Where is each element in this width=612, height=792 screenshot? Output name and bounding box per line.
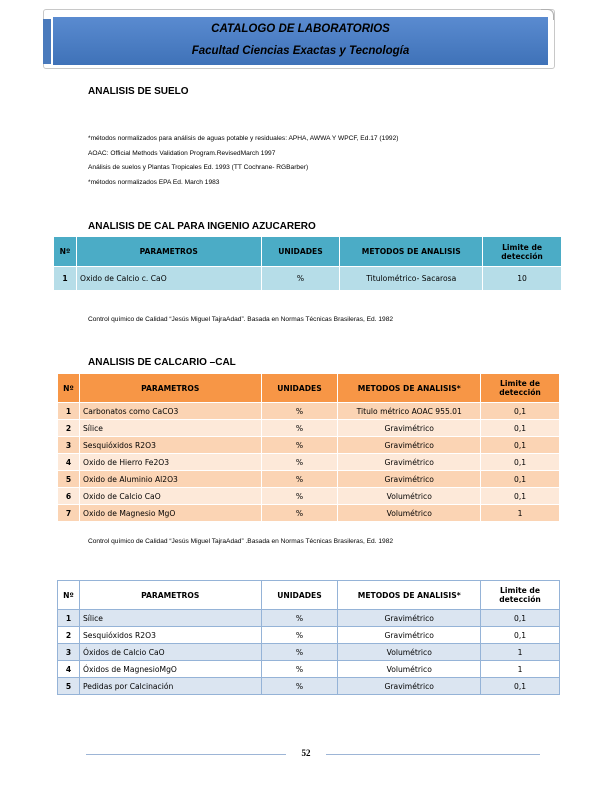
cell-num: 2	[58, 627, 80, 644]
col-header-parametros: PARAMETROS	[79, 374, 261, 403]
cell-parametro: Óxidos de MagnesioMgO	[79, 661, 261, 678]
cell-num: 7	[58, 505, 80, 522]
cell-limite: 0,1	[481, 678, 560, 695]
cell-unidad: %	[261, 403, 338, 420]
footer-rule-right	[326, 754, 540, 755]
cell-metodo: Volumétrico	[338, 505, 481, 522]
calcio-magnesio-table	[57, 580, 560, 695]
header-banner	[53, 17, 548, 65]
cell-num: 1	[58, 610, 80, 627]
cell-limite: 0,1	[481, 627, 560, 644]
col-header-limite: Limite de detección	[483, 237, 562, 267]
suelo-note-3: Análisis de suelos y Plantas Tropicales Ed. 1993 (TT Cochrane- RGBarber)	[88, 164, 309, 171]
cell-limite: 0,1	[481, 420, 560, 437]
cell-metodo: Volumétrico	[338, 644, 481, 661]
cell-unidad: %	[261, 267, 340, 291]
col-header-num: Nº	[54, 237, 77, 267]
section-title-suelo: ANALISIS DE SUELO	[88, 86, 189, 97]
calcario-note: Control químico de Calidad “Jesús Miguel TajraAdad” .Basada en Normas Técnicas Brasileras, Ed. 1982	[88, 538, 394, 545]
cell-limite: 0,1	[481, 488, 560, 505]
cell-metodo: Titulométrico- Sacarosa	[340, 267, 483, 291]
col-header-parametros: PARAMETROS	[76, 237, 261, 267]
cell-metodo: Volumétrico	[338, 661, 481, 678]
cell-limite: 0,1	[481, 403, 560, 420]
table-row	[58, 627, 560, 644]
cell-parametro: Oxido de Calcio c. CaO	[76, 267, 261, 291]
table-row	[58, 471, 560, 488]
cell-num: 1	[54, 267, 77, 291]
cell-unidad: %	[261, 661, 338, 678]
cell-limite: 1	[481, 644, 560, 661]
cell-limite: 1	[481, 505, 560, 522]
section-title-calcario: ANALISIS DE CALCARIO –CAL	[88, 357, 236, 368]
col-header-limite: Limite de detección	[481, 374, 560, 403]
header-title: CATALOGO DE LABORATORIOS	[211, 23, 390, 35]
table-row	[58, 610, 560, 627]
table-row	[58, 488, 560, 505]
col-header-unidades: UNIDADES	[261, 237, 340, 267]
cell-unidad: %	[261, 644, 338, 661]
cell-parametro: Oxido de Calcio CaO	[79, 488, 261, 505]
cell-metodo: Gravimétrico	[338, 610, 481, 627]
cell-unidad: %	[261, 420, 338, 437]
col-header-parametros: PARAMETROS	[79, 581, 261, 610]
cell-parametro: Pedidas por Calcinación	[79, 678, 261, 695]
cell-unidad: %	[261, 610, 338, 627]
cell-num: 3	[58, 437, 80, 454]
footer-rule-left	[86, 754, 286, 755]
cell-limite: 0,1	[481, 437, 560, 454]
table-row	[58, 678, 560, 695]
cell-metodo: Gravimétrico	[338, 454, 481, 471]
suelo-note-2: AOAC: Official Methods Validation Program.RevisedMarch 1997	[88, 150, 276, 157]
page-number: 52	[301, 748, 311, 758]
cell-num: 3	[58, 644, 80, 661]
cell-num: 5	[58, 471, 80, 488]
table-row	[58, 437, 560, 454]
cell-metodo: Gravimétrico	[338, 420, 481, 437]
cell-parametro: Oxido de Hierro Fe2O3	[79, 454, 261, 471]
cell-num: 4	[58, 661, 80, 678]
cell-unidad: %	[261, 488, 338, 505]
cell-unidad: %	[261, 454, 338, 471]
cal-note: Control químico de Calidad “Jesús Miguel TajraAdad”. Basada en Normas Técnicas Brasileras, Ed. 1982	[88, 316, 394, 323]
cell-limite: 0,1	[481, 454, 560, 471]
section-title-cal: ANALISIS DE CAL PARA INGENIO AZUCARERO	[88, 221, 316, 232]
cell-num: 1	[58, 403, 80, 420]
table-row	[58, 403, 560, 420]
col-header-metodos: METODOS DE ANALISIS*	[338, 374, 481, 403]
cell-limite: 0,1	[481, 610, 560, 627]
table-row	[58, 644, 560, 661]
table-header-row	[54, 237, 562, 267]
header-accent-bar	[43, 19, 51, 64]
cell-parametro: Sílice	[79, 420, 261, 437]
cell-unidad: %	[261, 505, 338, 522]
cal-table	[53, 236, 562, 291]
cell-parametro: Sílice	[79, 610, 261, 627]
cell-parametro: Oxido de Aluminio Al2O3	[79, 471, 261, 488]
table-header-row	[58, 374, 560, 403]
cell-metodo: Gravimétrico	[338, 678, 481, 695]
cell-limite: 0,1	[481, 471, 560, 488]
cell-parametro: Sesquióxidos R2O3	[79, 627, 261, 644]
cell-num: 4	[58, 454, 80, 471]
cell-metodo: Gravimétrico	[338, 627, 481, 644]
cell-metodo: Volumétrico	[338, 488, 481, 505]
cell-unidad: %	[261, 678, 338, 695]
cell-parametro: Oxido de Magnesio MgO	[79, 505, 261, 522]
col-header-metodos: METODOS DE ANALISIS*	[338, 581, 481, 610]
header-subtitle: Facultad Ciencias Exactas y Tecnología	[191, 45, 410, 57]
table-row	[58, 505, 560, 522]
col-header-limite: Limite de detección	[481, 581, 560, 610]
cell-num: 5	[58, 678, 80, 695]
cell-num: 2	[58, 420, 80, 437]
table-row	[58, 454, 560, 471]
suelo-note-1: *métodos normalizados para análisis de aguas potable y residuales: APHA, AWWA Y WPCF, Ed.17 (1992)	[88, 135, 399, 142]
cell-metodo: Titulo métrico AOAC 955.01	[338, 403, 481, 420]
col-header-metodos: METODOS DE ANALISIS	[340, 237, 483, 267]
table-row	[58, 420, 560, 437]
calcario-table	[57, 373, 560, 522]
cell-parametro: Óxidos de Calcio CaO	[79, 644, 261, 661]
cell-unidad: %	[261, 471, 338, 488]
cell-unidad: %	[261, 437, 338, 454]
cell-parametro: Carbonatos como CaCO3	[79, 403, 261, 420]
cell-limite: 1	[481, 661, 560, 678]
suelo-note-4: *métodos normalizados EPA Ed. March 1983	[88, 179, 220, 186]
cell-metodo: Gravimétrico	[338, 437, 481, 454]
col-header-num: Nº	[58, 581, 80, 610]
table-row	[54, 267, 562, 291]
table-header-row	[58, 581, 560, 610]
table-row	[58, 661, 560, 678]
col-header-num: Nº	[58, 374, 80, 403]
col-header-unidades: UNIDADES	[261, 581, 338, 610]
col-header-unidades: UNIDADES	[261, 374, 338, 403]
cell-num: 6	[58, 488, 80, 505]
cell-limite: 10	[483, 267, 562, 291]
cell-parametro: Sesquióxidos R2O3	[79, 437, 261, 454]
cell-metodo: Gravimétrico	[338, 471, 481, 488]
cell-unidad: %	[261, 627, 338, 644]
